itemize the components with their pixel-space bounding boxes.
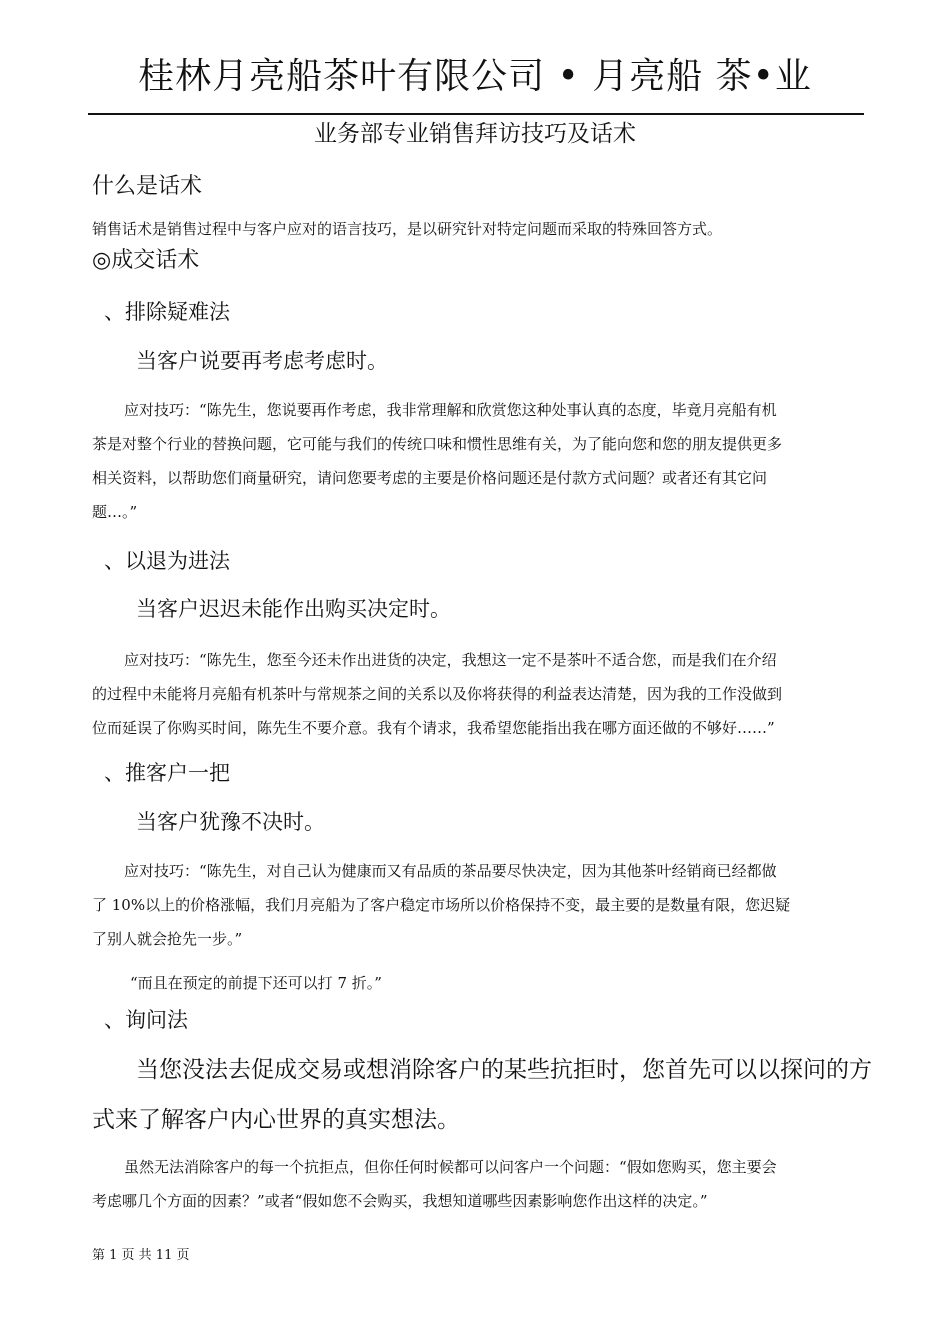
paragraph-line: 应对技巧：“陈先生，您至今还未作出进货的决定，我想这一定不是茶叶不适合您，而是我们在介绍	[124, 651, 777, 669]
company-title: 桂林月亮船茶叶有限公司 • 月亮船 茶•业	[138, 56, 812, 97]
paragraph-line: 题…。”	[92, 503, 138, 521]
method-title: 、以退为进法	[104, 549, 230, 573]
method-scenario: 当客户犹豫不决时。	[136, 810, 325, 834]
paragraph-line: 茶是对整个行业的替换问题，它可能与我们的传统口味和惯性思维有关，为了能向您和您的朋友提供更多	[92, 435, 783, 453]
method-scenario: 当客户迟迟未能作出购买决定时。	[136, 597, 451, 621]
paragraph-line: 虽然无法消除客户的每一个抗拒点，但你任何时候都可以问客户一个问题：“假如您购买，您主要会	[124, 1158, 777, 1176]
header-divider	[88, 113, 864, 115]
method-tip-paragraph	[92, 393, 862, 529]
method-scenario: 当您没法去促成交易或想消除客户的某些抗拒时，您首先可以以探问的方	[136, 1057, 872, 1083]
page-number: 第 1 页 共 11 页	[92, 1248, 190, 1263]
method-title: 、推客户一把	[104, 761, 230, 785]
method-tip-paragraph	[92, 854, 862, 956]
paragraph-line: 考虑哪几个方面的因素？”或者“假如您不会购买，我想知道哪些因素影响您作出这样的决定。”	[92, 1192, 708, 1210]
paragraph-line: 位而延误了你购买时间，陈先生不要介意。我有个请求，我希望您能指出我在哪方面还做的不够好……”	[92, 719, 775, 737]
intro-heading: 什么是话术	[92, 174, 203, 199]
paragraph-line: 了 10%以上的价格涨幅，我们月亮船为了客户稳定市场所以价格保持不变，最主要的是数量有限，您迟疑	[92, 896, 791, 914]
paragraph-line: 的过程中未能将月亮船有机茶叶与常规茶之间的关系以及你将获得的利益表达清楚，因为我的工作没做到	[92, 685, 783, 703]
paragraph-line: 应对技巧：“陈先生，您说要再作考虑，我非常理解和欣赏您这种处事认真的态度，毕竟月亮船有机	[124, 401, 777, 419]
method-scenario: 当客户说要再考虑考虑时。	[136, 349, 388, 373]
intro-definition: 销售话术是销售过程中与客户应对的语言技巧，是以研究针对特定问题而采取的特殊回答方式。	[92, 220, 723, 238]
section-heading: ◎成交话术	[92, 248, 200, 273]
method-title: 、询问法	[104, 1008, 188, 1032]
method-tip-paragraph	[92, 643, 862, 745]
paragraph-line: 相关资料，以帮助您们商量研究，请问您要考虑的主要是价格问题还是付款方式问题？或者还有其它问	[92, 469, 768, 487]
method-title: 、排除疑难法	[104, 300, 230, 324]
method-scenario: 式来了解客户内心世界的真实想法。	[92, 1107, 460, 1133]
paragraph-line: 应对技巧：“陈先生，对自己认为健康而又有品质的茶品要尽快决定，因为其他茶叶经销商已经都做	[124, 862, 777, 880]
method-extra-note: “而且在预定的前提下还可以打 7 折。”	[130, 974, 382, 992]
paragraph-line: 了别人就会抢先一步。”	[92, 930, 243, 948]
method-tip-paragraph	[92, 1150, 862, 1218]
document-title: 业务部专业销售拜访技巧及话术	[314, 121, 636, 147]
